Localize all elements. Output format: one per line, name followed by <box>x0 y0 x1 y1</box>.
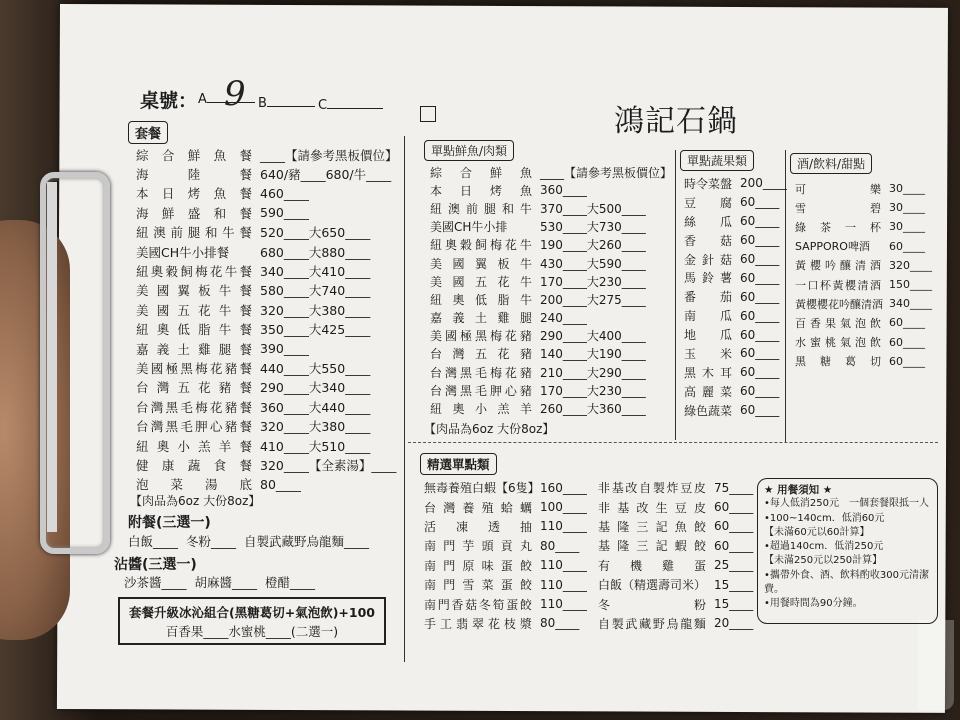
menu-item-price[interactable]: 150____ <box>889 278 932 292</box>
sauce-options[interactable] <box>124 573 315 592</box>
menu-item-name: 黑 糖 葛 切 <box>795 355 881 369</box>
menu-item[interactable] <box>136 164 398 183</box>
menu-item-price[interactable]: 60____ <box>740 270 780 285</box>
menu-item-name: 百 香 果 氣 泡 飲 <box>795 316 881 330</box>
menu-item[interactable] <box>684 193 787 212</box>
menu-item[interactable] <box>430 363 672 381</box>
menu-item-price[interactable]: 290____大400____ <box>540 329 646 344</box>
menu-item-price[interactable]: 15____ <box>714 597 754 612</box>
menu-item-price[interactable]: 590____ <box>260 205 309 221</box>
menu-item[interactable] <box>430 345 672 363</box>
set-meal-note: 【肉品為6oz 大份8oz】 <box>130 494 261 508</box>
menu-item[interactable] <box>136 416 398 435</box>
checkbox[interactable] <box>420 106 436 122</box>
selected-list-right <box>598 478 753 633</box>
menu-item-price[interactable]: 80____ <box>260 476 301 492</box>
menu-item-price[interactable]: 340____ <box>889 297 932 311</box>
menu-item-price[interactable]: 60____ <box>714 519 754 534</box>
menu-item[interactable] <box>795 275 932 294</box>
menu-item-name: 南 瓜 <box>684 309 732 324</box>
menu-item[interactable] <box>430 381 672 399</box>
menu-item[interactable] <box>136 223 398 242</box>
menu-item[interactable] <box>136 184 398 203</box>
menu-item-price[interactable]: 530____大730____ <box>540 220 646 235</box>
divider-vertical-veg <box>675 150 676 440</box>
menu-item[interactable] <box>136 455 398 474</box>
menu-item-price[interactable]: 320____【全素湯】____ <box>260 457 397 473</box>
menu-item-price[interactable]: 390____ <box>260 341 309 357</box>
menu-item-name: 台 灣 五 花 豬 餐 <box>136 380 252 396</box>
menu-item-name: 紐 奧 低 脂 牛 餐 <box>136 322 252 338</box>
menu-item-name: 綜 合 鮮 魚 <box>430 165 532 180</box>
divider-vertical-main <box>404 136 405 662</box>
menu-item-name: 紐 奧 小 羔 羊 <box>430 402 532 417</box>
menu-item[interactable] <box>430 399 672 417</box>
menu-item-name: 南 門 原 味 蛋 餃 <box>424 558 532 573</box>
menu-item-price[interactable]: 60____ <box>740 327 780 342</box>
dining-note-line: 【未滿250元以250計算】 <box>764 555 883 567</box>
menu-item-name: 泡 菜 湯 底 <box>136 477 252 493</box>
menu-item[interactable] <box>424 575 587 594</box>
set-meal-list <box>136 145 398 494</box>
side-header: 附餐(三選一) <box>128 515 211 531</box>
menu-item[interactable] <box>684 325 787 344</box>
menu-item-price[interactable]: 30____ <box>889 182 925 196</box>
menu-item-name: 台 灣 黑 毛 梅 花 豬 餐 <box>136 399 252 415</box>
plastic-corner <box>918 620 954 710</box>
menu-item[interactable] <box>795 198 932 217</box>
menu-item[interactable] <box>598 497 753 516</box>
menu-item-name: 台 灣 五 花 豬 <box>430 347 532 362</box>
menu-item[interactable] <box>795 179 932 198</box>
menu-item-price[interactable]: 30____ <box>889 220 925 234</box>
menu-item[interactable] <box>424 594 587 613</box>
menu-item-name: 玉 米 <box>684 346 732 361</box>
menu-item-price[interactable]: 580____大740____ <box>260 283 371 299</box>
menu-item-price[interactable]: 240____ <box>540 310 587 325</box>
menu-item-price[interactable]: 140____大190____ <box>540 347 646 362</box>
menu-item-price[interactable]: 290____大340____ <box>260 380 371 396</box>
menu-item-name: 紐 奧 穀 飼 梅 花 牛 <box>430 238 532 253</box>
menu-item-name: 黃櫻櫻花吟釀清酒 <box>795 297 883 311</box>
menu-item-name: 白飯（精選壽司米） <box>598 578 707 593</box>
menu-item-price[interactable]: 60____ <box>889 316 925 330</box>
menu-item-name: 台 灣 黑 毛 胛 心 豬 <box>430 383 532 398</box>
menu-item-price[interactable]: 30____ <box>889 201 925 215</box>
dining-note-line: •用餐時間為90分鐘。 <box>764 598 863 610</box>
menu-item-price[interactable]: 110____ <box>540 577 587 592</box>
menu-item[interactable] <box>424 536 587 555</box>
menu-item[interactable] <box>430 272 672 290</box>
menu-item-name: 紐 奧 低 脂 牛 <box>430 292 532 307</box>
menu-item[interactable] <box>598 536 753 555</box>
menu-item-name: 黃 櫻 吟 釀 清 酒 <box>795 259 881 273</box>
menu-item-price[interactable]: 360____大440____ <box>260 399 371 415</box>
menu-item[interactable] <box>684 268 787 287</box>
menu-item-price[interactable]: 60____ <box>740 252 780 266</box>
menu-item[interactable] <box>598 575 753 594</box>
menu-item-name: 美 國 極 黑 梅 花 豬 餐 <box>136 360 252 376</box>
menu-item-price[interactable]: 170____大230____ <box>540 383 646 398</box>
menu-item-price[interactable]: 80____ <box>540 616 580 631</box>
menu-item-price[interactable]: 680____大880____ <box>260 244 371 260</box>
menu-item-price[interactable]: 60____ <box>740 289 780 304</box>
menu-item-name: 本 日 烤 魚 餐 <box>136 186 252 202</box>
menu-item-name: 南 門 雪 菜 蛋 餃 <box>424 578 532 593</box>
menu-item-name: 高 麗 菜 <box>684 384 732 399</box>
side-option-glass-noodle[interactable]: 冬粉____ <box>185 534 236 549</box>
menu-item-name: 海 鮮 盛 和 餐 <box>136 205 252 221</box>
menu-item[interactable] <box>684 174 787 193</box>
menu-item[interactable] <box>684 287 787 306</box>
menu-item-name: 台 灣 養 殖 蛤 蠣 <box>424 500 532 515</box>
menu-item-name: 基 隆 三 記 魚 餃 <box>598 519 706 534</box>
menu-item-name: 本 日 烤 魚 <box>430 183 532 198</box>
menu-item[interactable] <box>136 261 398 280</box>
menu-item-name: 美 國 翼 板 牛 <box>430 256 532 271</box>
menu-item-price[interactable]: 320____大380____ <box>260 419 371 435</box>
menu-item[interactable] <box>424 614 587 633</box>
menu-item[interactable] <box>684 250 787 269</box>
dining-note-line: •100~140cm．低消60元 <box>764 512 885 524</box>
menu-item-price[interactable]: 60____ <box>740 403 780 418</box>
dining-note-line: •每人低消250元 一個套餐限抵一人 <box>764 498 929 510</box>
menu-item[interactable] <box>136 300 398 319</box>
menu-item[interactable] <box>684 363 787 382</box>
menu-item[interactable] <box>424 478 587 497</box>
menu-item-price[interactable]: 200____ <box>740 176 787 191</box>
menu-item-name: 香 菇 <box>684 233 732 248</box>
menu-item-name: 自 製 武 藏 野 烏 龍 麵 <box>598 616 706 631</box>
menu-item[interactable] <box>430 327 672 345</box>
menu-item[interactable] <box>430 181 672 199</box>
menu-item[interactable] <box>684 212 787 231</box>
menu-item[interactable] <box>136 320 398 339</box>
menu-item-price[interactable]: 60____ <box>740 384 780 399</box>
dining-note-line: •超過140cm．低消250元 <box>764 541 884 553</box>
menu-item-name: 南 門 芋 頭 貢 丸 <box>424 539 532 554</box>
menu-item-name: 綠色蔬菜 <box>684 403 733 418</box>
table-number-label: 桌號： <box>140 90 198 112</box>
menu-item[interactable] <box>795 352 932 371</box>
menu-item-price[interactable]: 110____ <box>540 597 587 612</box>
menu-item[interactable] <box>598 556 753 575</box>
restaurant-name: 鴻記石鍋 <box>614 104 738 139</box>
menu-item-price[interactable]: 60____ <box>740 308 780 323</box>
menu-item-name: SAPPORO啤酒 <box>795 240 870 254</box>
menu-item-price[interactable]: 260____大360____ <box>540 402 646 417</box>
menu-item[interactable] <box>430 236 672 254</box>
menu-item[interactable] <box>136 203 398 222</box>
slot-b[interactable] <box>258 96 315 111</box>
menu-item-name: 有 機 雞 蛋 <box>598 558 706 573</box>
menu-item-name: 美 國 五 花 牛 餐 <box>136 302 252 318</box>
menu-item-name: 綠 茶 一 杯 <box>795 220 881 234</box>
menu-item-name: 紐 奧 穀 飼 梅 花 牛 餐 <box>136 264 252 280</box>
side-option-rice[interactable]: 白飯____ <box>128 534 179 549</box>
menu-item-price[interactable]: 15____ <box>714 577 754 592</box>
menu-item-price[interactable]: 60____ <box>740 214 780 229</box>
slot-c[interactable] <box>318 98 383 113</box>
menu-item[interactable] <box>598 594 753 613</box>
drinks-header: 酒/飲料/甜點 <box>790 153 872 174</box>
menu-item-price[interactable]: 190____大260____ <box>540 238 646 253</box>
menu-item[interactable] <box>430 290 672 308</box>
vegetable-list <box>684 174 787 420</box>
menu-item-name: 美 國 五 花 牛 <box>430 274 532 289</box>
handwritten-table-number: 9 <box>224 74 246 114</box>
menu-item-name: 可 樂 <box>795 182 881 196</box>
menu-item-price[interactable]: 640/豬____680/牛____ <box>260 167 392 183</box>
menu-item-name: 一 口 杯 黃 櫻 清 酒 <box>795 278 881 292</box>
menu-item-name: 絲 瓜 <box>684 214 732 229</box>
menu-item-price[interactable]: 430____大590____ <box>540 256 646 271</box>
menu-item-price[interactable]: 360____ <box>540 183 587 198</box>
menu-item-name: 基 隆 三 記 蝦 餃 <box>598 539 706 554</box>
single-meat-list <box>430 163 672 418</box>
vegetable-header: 單點蔬果類 <box>680 150 754 171</box>
menu-item[interactable] <box>430 218 672 236</box>
menu-item-price[interactable]: 370____大500____ <box>540 201 646 216</box>
menu-item-price[interactable]: 60____ <box>889 335 925 349</box>
menu-item[interactable] <box>424 556 587 575</box>
menu-item-name: 美國CH牛小排 <box>430 220 508 235</box>
menu-item[interactable] <box>684 401 787 420</box>
menu-item-price[interactable]: 60____ <box>714 500 754 515</box>
menu-item-name: 手 工 翡 翠 花 枝 漿 <box>424 616 532 631</box>
menu-item[interactable] <box>684 344 787 363</box>
side-options[interactable] <box>128 532 369 551</box>
menu-item-price[interactable]: 60____ <box>740 233 780 248</box>
menu-item-price[interactable]: 60____ <box>740 195 780 210</box>
menu-item[interactable] <box>136 397 398 416</box>
side-option-udon[interactable]: 自製武藏野烏龍麵____ <box>243 534 369 549</box>
upgrade-options[interactable]: 百香果____水蜜桃____(二選一) <box>165 624 339 639</box>
menu-item[interactable] <box>598 478 753 497</box>
menu-item-name: 嘉 義 土 雞 腿 <box>430 311 532 326</box>
selected-header: 精選單點類 <box>420 453 497 475</box>
menu-item[interactable] <box>598 614 753 633</box>
slot-a-label: A <box>198 92 207 107</box>
menu-item[interactable] <box>684 306 787 325</box>
menu-item-price[interactable]: 410____大510____ <box>260 438 371 454</box>
menu-item-price[interactable]: 75____ <box>714 480 754 495</box>
dining-note-line: 【未滿60元以60計算】 <box>764 526 870 538</box>
menu-item[interactable] <box>136 339 398 358</box>
menu-item-price[interactable]: 320____大380____ <box>260 302 371 318</box>
menu-item-price[interactable]: 160____ <box>540 480 587 495</box>
menu-item-price[interactable]: 60____ <box>740 346 780 361</box>
menu-item-price[interactable]: 110____ <box>540 558 587 573</box>
menu-item[interactable] <box>795 256 932 275</box>
menu-item-name: 非 基 改 生 豆 皮 <box>598 500 706 515</box>
menu-item-name: 非 基 改 自 製 炸 豆 皮 <box>598 481 706 496</box>
menu-item-name: 豆 腐 <box>684 195 732 210</box>
dining-notes-lines <box>764 497 931 611</box>
menu-item-name: 健 康 蔬 食 餐 <box>136 457 252 473</box>
dining-notes-box <box>757 478 938 624</box>
menu-item[interactable] <box>795 217 932 236</box>
menu-item[interactable] <box>424 497 587 516</box>
menu-item-name: 紐 奧 小 羔 羊 餐 <box>136 438 252 454</box>
menu-item[interactable] <box>424 517 587 536</box>
sauce-header: 沾醬(三選一) <box>114 557 197 573</box>
sauce-option-satay[interactable]: 沙茶醬____ <box>124 575 187 590</box>
menu-item[interactable] <box>795 237 932 256</box>
menu-item[interactable] <box>598 517 753 536</box>
set-meal-header: 套餐 <box>128 121 168 144</box>
menu-item-name: 雪 碧 <box>795 201 881 215</box>
menu-item-price[interactable]: 320____ <box>889 258 932 272</box>
menu-item[interactable] <box>430 309 672 327</box>
menu-item-name: 番 茄 <box>684 290 732 305</box>
menu-item-name: 台 灣 黑 毛 梅 花 豬 <box>430 365 532 380</box>
menu-item-name: 水 蜜 桃 氣 泡 飲 <box>795 336 881 350</box>
menu-item[interactable] <box>136 281 398 300</box>
menu-item-name: 紐 澳 前 腿 和 牛 餐 <box>136 225 252 241</box>
menu-item[interactable] <box>795 333 932 352</box>
menu-item-name: 台 灣 黑 毛 胛 心 豬 餐 <box>136 419 252 435</box>
single-meat-note: 【肉品為6oz 大份8oz】 <box>424 422 555 436</box>
menu-item-name: 地 瓜 <box>684 328 732 343</box>
menu-item-price[interactable]: 100____ <box>540 500 587 515</box>
menu-item-price[interactable]: 170____大230____ <box>540 274 646 289</box>
menu-item-price[interactable]: 440____大550____ <box>260 360 371 376</box>
menu-item-price[interactable]: 60____ <box>740 365 780 380</box>
menu-item-price[interactable]: 20____ <box>714 616 754 631</box>
menu-item-name: 無毒養殖白蝦【6隻】 <box>424 481 540 496</box>
menu-item[interactable] <box>795 313 932 332</box>
menu-item-name: 紐 澳 前 腿 和 牛 <box>430 201 532 216</box>
selected-list-left <box>424 478 587 633</box>
divider-horizontal <box>408 442 938 443</box>
menu-item-name: 活 凍 透 抽 <box>424 519 532 534</box>
menu-item-name: 海 陸 餐 <box>136 167 252 183</box>
dining-notes-title: ★ 用餐須知 ★ <box>764 484 833 496</box>
menu-item[interactable] <box>430 163 672 181</box>
menu-item[interactable] <box>136 145 398 164</box>
menu-item[interactable] <box>136 436 398 455</box>
single-meat-header: 單點鮮魚/肉類 <box>424 140 514 161</box>
menu-item-name: 冬 粉 <box>598 597 706 612</box>
upgrade-title: 套餐升級冰沁組合(黑糖葛切+氣泡飲)+100 <box>129 605 375 620</box>
menu-item-price[interactable]: 350____大425____ <box>260 322 371 338</box>
menu-item-name: 美國CH牛小排餐 <box>136 244 230 260</box>
menu-item-name: 時令菜盤 <box>684 176 733 191</box>
menu-item-name: 嘉 義 土 雞 腿 餐 <box>136 341 252 357</box>
sauce-option-ponzu[interactable]: 橙醋____ <box>264 575 315 590</box>
dining-note-line: •攜帶外食、酒、飲料酌收300元清潔費。 <box>764 569 929 596</box>
menu-item-price[interactable]: 80____ <box>540 538 580 553</box>
menu-item-name: 南 門 香 菇 冬 筍 蛋 餃 <box>424 597 532 612</box>
menu-item-price[interactable]: 340____大410____ <box>260 264 371 280</box>
menu-item[interactable] <box>430 254 672 272</box>
menu-item[interactable] <box>795 294 932 313</box>
menu-item-price[interactable]: 60____ <box>714 538 754 553</box>
menu-item-price[interactable]: ____【請參考黑板價位】 <box>540 165 673 180</box>
menu-item[interactable] <box>136 378 398 397</box>
menu-item-price[interactable]: ____【請參考黑板價位】 <box>260 147 398 163</box>
menu-item[interactable] <box>136 242 398 261</box>
menu-item-name: 黑 木 耳 <box>684 365 732 380</box>
menu-item-price[interactable]: 210____大290____ <box>540 365 646 380</box>
sauce-option-sesame[interactable]: 胡麻醬____ <box>194 575 257 590</box>
menu-item-name: 綜 合 鮮 魚 餐 <box>136 147 252 163</box>
menu-item[interactable] <box>430 199 672 217</box>
menu-item[interactable] <box>684 231 787 250</box>
menu-item[interactable] <box>136 358 398 377</box>
menu-item-price[interactable]: 200____大275____ <box>540 292 646 307</box>
menu-item-name: 金 針 菇 <box>684 252 732 267</box>
menu-item-name: 馬 鈴 薯 <box>684 271 732 286</box>
menu-item-price[interactable]: 460____ <box>260 185 309 201</box>
drinks-list <box>795 179 932 371</box>
menu-item-price[interactable]: 110____ <box>540 519 587 534</box>
menu-item-name: 美 國 極 黑 梅 花 豬 <box>430 329 532 344</box>
slot-b-label: B <box>258 96 267 111</box>
menu-item-price[interactable]: 25____ <box>714 558 754 573</box>
menu-item[interactable] <box>684 382 787 401</box>
menu-item-price[interactable]: 60____ <box>889 354 925 368</box>
slot-c-label: C <box>318 98 328 113</box>
menu-item-price[interactable]: 60____ <box>889 239 925 253</box>
menu-item-name: 美 國 翼 板 牛 餐 <box>136 283 252 299</box>
upgrade-box <box>118 597 386 645</box>
menu-item-price[interactable]: 520____大650____ <box>260 225 371 241</box>
clip-bar <box>47 182 57 532</box>
